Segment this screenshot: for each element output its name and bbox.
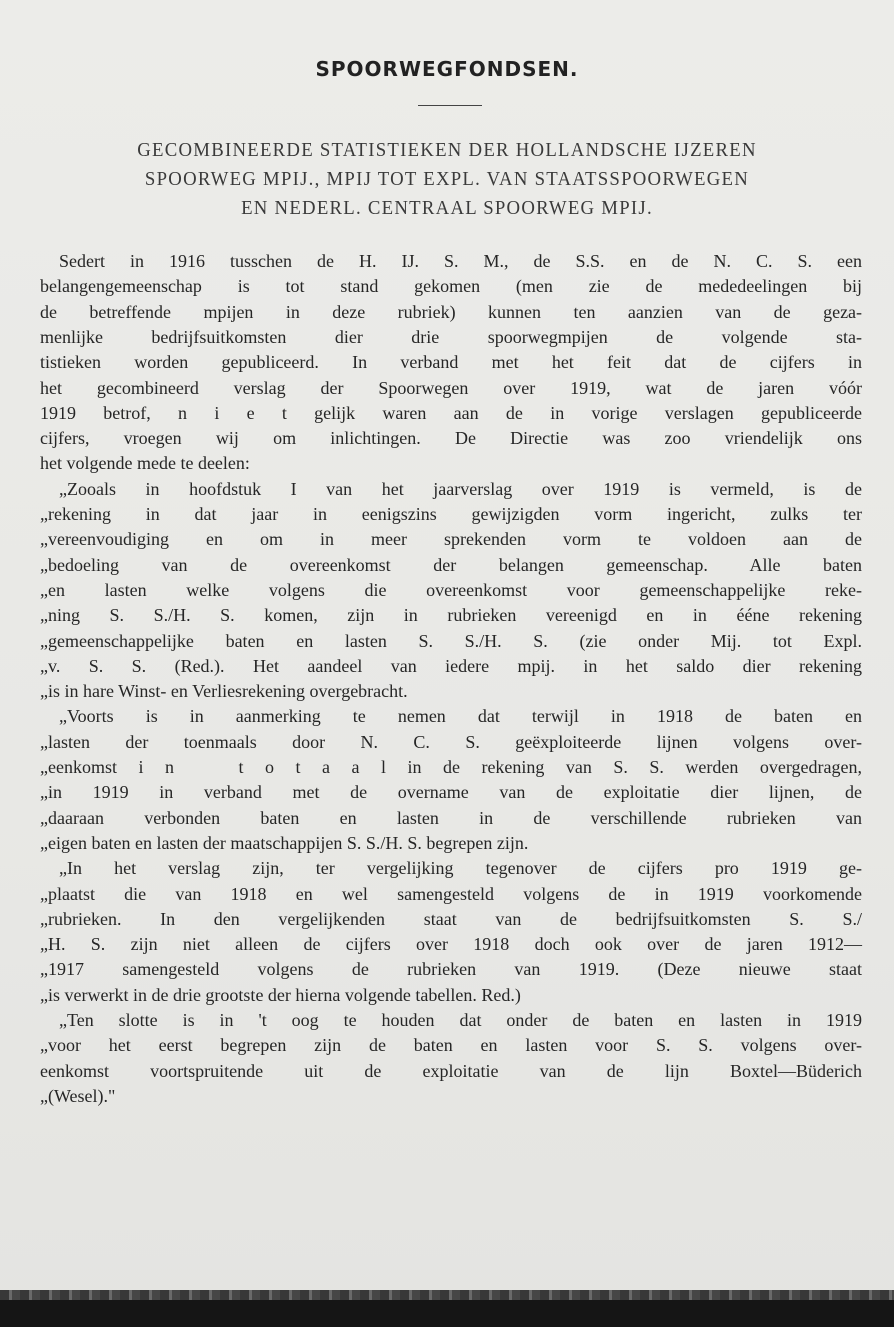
title-divider [418, 105, 482, 106]
body-line: eenkomst voortspruitende uit de exploitatie van de lijn Boxtel—Büderich [40, 1060, 863, 1081]
body-line: „Zooals in hoofdstuk I van het jaarverslag over 1919 is vermeld, is de [59, 478, 862, 499]
body-line: „1917 samengesteld volgens de rubrieken van 1919. (Deze nieuwe staat [40, 959, 863, 980]
body-line: „eigen baten en lasten der maatschappijen S. S./H. S. begrepen zijn. [40, 832, 529, 853]
body-line: „gemeenschappelijke baten en lasten S. S./H. S. (zie onder Mij. tot Expl. [40, 630, 863, 651]
body-line: „eenkomst i n t o t a a l in de rekening van S. S. werden overgedragen, [40, 757, 863, 777]
body-line: „is in hare Winst- en Verliesrekening overgebracht. [40, 681, 408, 702]
body-line: cijfers, vroegen wij om inlichtingen. De Directie was zoo vriendelijk ons [40, 428, 862, 449]
body-line: „Ten slotte is in 't oog te houden dat onder de baten en lasten in 1919 [59, 1010, 862, 1030]
body-line: menlijke bedrijfsuitkomsten dier drie spoorwegmpijen de volgende sta- [40, 326, 863, 347]
title-line: GECOMBINEERDE STATISTIEKEN DER HOLLANDSCHE IJZEREN [137, 140, 757, 161]
body-line: „rubrieken. In den vergelijkenden staat van de bedrijfsuitkomsten S. S./ [40, 908, 862, 929]
body-line: 1919 betrof, n i e t gelijk waren aan de in vorige verslagen gepubliceerde [40, 402, 862, 423]
body-line: „In het verslag zijn, ter vergelijking tegenover de cijfers pro 1919 ge- [59, 858, 862, 879]
title-line: SPOORWEG MPIJ., MPIJ TOT EXPL. VAN STAATSSPOORWEGEN [144, 169, 750, 190]
body-line: „vereenvoudiging en om in meer sprekenden vorm te voldoen aan de [40, 529, 863, 550]
body-line: tistieken worden gepubliceerd. In verband met het feit dat de cijfers in [40, 352, 862, 373]
body-line: „Voorts is in aanmerking te nemen dat terwijl in 1918 de baten en [59, 706, 863, 727]
title-line: EN NEDERL. CENTRAAL SPOORWEG MPIJ. [241, 198, 653, 219]
body-line: het volgende mede te deelen: [40, 453, 250, 474]
body-line: het gecombineerd verslag der Spoorwegen over 1919, wat de jaren vóór [40, 377, 863, 398]
body-line: „bedoeling van de overeenkomst der belangen gemeenschap. Alle baten [40, 554, 863, 575]
body-line: „voor het eerst begrepen zijn de baten en lasten voor S. S. volgens over- [40, 1035, 863, 1056]
body-line: „lasten der toenmaals door N. C. S. geëxploiteerde lijnen volgens over- [40, 731, 862, 752]
body-line: de betreffende mpijen in deze rubriek) kunnen ten aanzien van de geza- [40, 301, 863, 322]
body-line: „v. S. S. (Red.). Het aandeel van iedere mpij. in het saldo dier rekening [40, 655, 863, 676]
body-line: „(Wesel)." [40, 1085, 116, 1106]
body-line: „H. S. zijn niet alleen de cijfers over 1918 doch ook over de jaren 1912— [40, 934, 863, 955]
body-line: „is verwerkt in de drie grootste der hierna volgende tabellen. Red.) [40, 984, 521, 1005]
body-line: „rekening in dat jaar in eenigszins gewijzigden vorm ingericht, zulks ter [40, 504, 863, 524]
body-line: „in 1919 in verband met de overname van de exploitatie dier lijnen, de [40, 782, 863, 803]
body-line: „plaatst die van 1918 en wel samengesteld volgens de in 1919 voorkomende [40, 883, 862, 904]
scan-border [0, 1300, 894, 1327]
body-line: „ning S. S./H. S. komen, zijn in rubrieken vereenigd en in ééne rekening [40, 605, 862, 626]
section-header: SPOORWEGFONDSEN. [315, 57, 579, 81]
document-title [0, 136, 894, 223]
body-line: Sedert in 1916 tusschen de H. IJ. S. M., de S.S. en de N. C. S. een [59, 251, 862, 271]
body-line: „en lasten welke volgens die overeenkomst voor gemeenschappelijke reke- [40, 579, 862, 600]
body-line: „daaraan verbonden baten en lasten in de verschillende rubrieken van [40, 807, 863, 828]
body-line: belangengemeenschap is tot stand gekomen (men zie de mededeelingen bij [40, 276, 863, 297]
